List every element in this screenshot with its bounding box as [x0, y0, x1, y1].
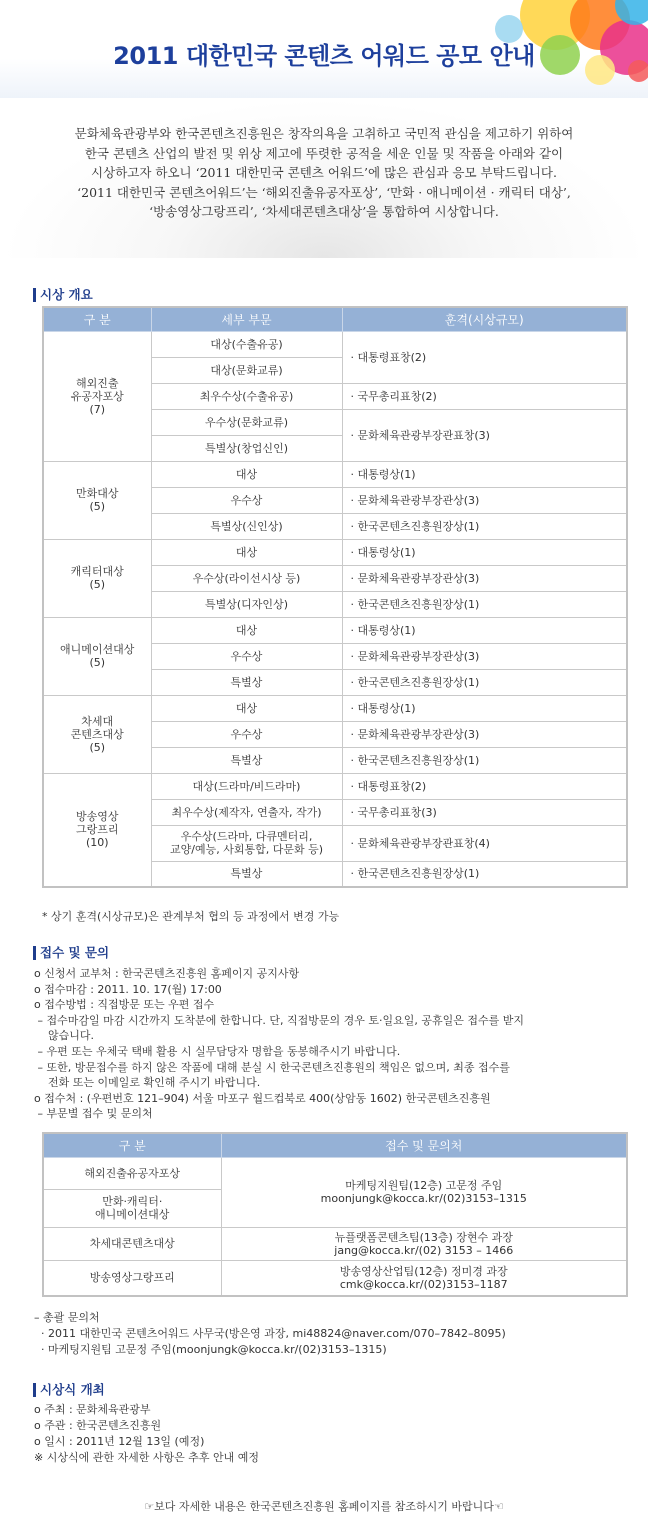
general-contact-line: · 마케팅지원팀 고문정 주임(moonjungk@kocca.kr/(02)3153–1315) — [34, 1343, 387, 1356]
award-cell: · 대통령상(1) — [342, 617, 627, 643]
award-cell: · 국무총리표창(2) — [342, 383, 627, 409]
section-heading-reception: 접수 및 문의 — [33, 946, 109, 960]
category-cell: 차세대 콘텐츠대상 (5) — [43, 695, 151, 773]
reception-line: – 또한, 방문접수를 하지 않은 작품에 대해 분실 시 한국콘텐츠진흥원의 책임은 없으며, 최종 접수를 — [34, 1060, 510, 1074]
page-title: 2011 대한민국 콘텐츠 어워드 공모 안내 — [113, 42, 535, 70]
award-cell: · 대통령상(1) — [342, 539, 627, 565]
table-row — [43, 773, 627, 799]
header-banner — [0, 0, 648, 98]
contact-category-cell: 만화·캐릭터· 애니메이션대상 — [43, 1189, 221, 1227]
award-cell: · 문화체육관광부장관상(3) — [342, 487, 627, 513]
award-cell: · 문화체육관광부장관표창(3) — [342, 409, 627, 461]
contact-category-cell: 차세대콘텐츠대상 — [43, 1227, 221, 1260]
sub-category-cell: 특별상(디자인상) — [151, 591, 342, 617]
sub-category-cell: 대상 — [151, 695, 342, 721]
reception-line: o 신청서 교부처 : 한국콘텐츠진흥원 홈페이지 공지사항 — [34, 967, 300, 980]
sub-category-cell: 특별상 — [151, 861, 342, 887]
reception-line: o 접수마감 : 2011. 10. 17(월) 17:00 — [34, 982, 222, 996]
category-cell: 해외진출 유공자포상 (7) — [43, 331, 151, 461]
contact-category-cell: 해외진출유공자포상 — [43, 1157, 221, 1189]
reception-line: 않습니다. — [34, 1029, 94, 1043]
reception-details — [34, 966, 524, 1122]
ceremony-line: ※ 시상식에 관한 자세한 사항은 추후 안내 예정 — [34, 1451, 259, 1464]
reception-line: o 접수처 : (우편번호 121–904) 서울 마포구 월드컵북로 400(상암동 1602) 한국콘텐츠진흥원 — [34, 1091, 491, 1105]
table-row — [43, 1260, 627, 1296]
award-cell: · 문화체육관광부장관상(3) — [342, 643, 627, 669]
general-contact-list — [34, 1326, 506, 1358]
footer-notice: ☞보다 자세한 내용은 한국콘텐츠진흥원 홈페이지를 참조하시기 바랍니다☜ — [144, 1500, 504, 1513]
sub-category-cell: 특별상 — [151, 747, 342, 773]
sub-category-cell: 우수상(문화교류) — [151, 409, 342, 435]
reception-line: – 우편 또는 우체국 택배 활용 시 실무담당자 명함을 동봉해주시기 바랍니다. — [34, 1044, 401, 1058]
award-cell: · 한국콘텐츠진흥원장상(1) — [342, 669, 627, 695]
award-cell: · 대통령표창(2) — [342, 331, 627, 383]
sub-category-cell: 대상(수출유공) — [151, 331, 342, 357]
sub-category-cell: 특별상(창업신인) — [151, 435, 342, 461]
sub-category-cell: 대상(문화교류) — [151, 357, 342, 383]
sub-category-cell: 대상 — [151, 539, 342, 565]
award-cell: · 한국콘텐츠진흥원장상(1) — [342, 513, 627, 539]
category-cell: 캐릭터대상 (5) — [43, 539, 151, 617]
column-header: 접수 및 문의처 — [221, 1133, 627, 1157]
sub-category-cell: 우수상 — [151, 643, 342, 669]
sub-category-cell: 특별상(신인상) — [151, 513, 342, 539]
sub-category-cell: 최우수상(제작자, 연출자, 작가) — [151, 799, 342, 825]
contact-info-cell: 뉴플랫폼콘텐츠팀(13층) 장현수 과장 jang@kocca.kr/(02) 3153 – 1466 — [221, 1227, 627, 1260]
intro-line: 시상하고자 하오니 ‘2011 대한민국 콘텐츠 어워드’에 많은 관심과 응모 부탁드립니다. — [91, 165, 557, 181]
ceremony-line: o 일시 : 2011년 12월 13일 (예정) — [34, 1435, 205, 1448]
ceremony-details — [34, 1402, 259, 1466]
sub-category-cell: 대상 — [151, 461, 342, 487]
contact-table — [42, 1132, 628, 1297]
table-row — [43, 461, 627, 487]
intro-line: ‘방송영상그랑프리’, ‘차세대콘텐츠대상’을 통합하여 시상합니다. — [149, 204, 499, 220]
sub-category-cell: 우수상(드라마, 다큐멘터리, 교양/예능, 사회통합, 다문화 등) — [151, 825, 342, 861]
intro-line: ‘2011 대한민국 콘텐츠어워드’는 ‘해외진출유공자포상’, ‘만화 · 애니메이션 · 캐릭터 대상’, — [77, 184, 571, 200]
contact-info-cell: 마케팅지원팀(12층) 고문정 주임 moonjungk@kocca.kr/(02)3153–1315 — [221, 1157, 627, 1227]
award-cell: · 대통령상(1) — [342, 461, 627, 487]
sub-category-cell: 특별상 — [151, 669, 342, 695]
category-cell: 애니메이션대상 (5) — [43, 617, 151, 695]
section-heading-overview: 시상 개요 — [33, 288, 93, 302]
award-cell: · 한국콘텐츠진흥원장상(1) — [342, 747, 627, 773]
sub-category-cell: 대상(드라마/비드라마) — [151, 773, 342, 799]
award-cell: · 대통령상(1) — [342, 695, 627, 721]
award-cell: · 문화체육관광부장관상(3) — [342, 565, 627, 591]
column-header: 구 분 — [43, 307, 151, 331]
reception-line: – 부문별 접수 및 문의처 — [34, 1107, 153, 1121]
table-row — [43, 617, 627, 643]
award-cell: · 국무총리표창(3) — [342, 799, 627, 825]
table-row — [43, 331, 627, 357]
general-contact-line: · 2011 대한민국 콘텐츠어워드 사무국(방은영 과장, mi48824@naver.com/070–7842–8095) — [34, 1327, 506, 1340]
category-cell: 방송영상 그랑프리 (10) — [43, 773, 151, 887]
table-row — [43, 1157, 627, 1189]
reception-line: 전화 또는 이메일로 확인해 주시기 바랍니다. — [34, 1076, 261, 1090]
sub-category-cell: 우수상(라이선시상 등) — [151, 565, 342, 591]
column-header: 구 분 — [43, 1133, 221, 1157]
sub-category-cell: 대상 — [151, 617, 342, 643]
intro-text — [0, 124, 648, 222]
intro-line: 문화체육관광부와 한국콘텐츠진흥원은 창작의욕을 고취하고 국민적 관심을 제고하기 위하여 — [74, 126, 574, 141]
reception-line: – 접수마감일 마감 시간까지 도착분에 한합니다. 단, 직접방문의 경우 토·일요일, 공휴일은 접수를 받지 — [34, 1013, 524, 1027]
sub-category-cell: 최우수상(수출유공) — [151, 383, 342, 409]
sub-category-cell: 우수상 — [151, 487, 342, 513]
table-row — [43, 1227, 627, 1260]
contact-info-cell: 방송영상산업팀(12층) 정미경 과장 cmk@kocca.kr/(02)3153–1187 — [221, 1260, 627, 1296]
contact-category-cell: 방송영상그랑프리 — [43, 1260, 221, 1296]
ceremony-line: o 주관 : 한국콘텐츠진흥원 — [34, 1419, 162, 1432]
award-cell: · 한국콘텐츠진흥원장상(1) — [342, 861, 627, 887]
reception-line: o 접수방법 : 직접방문 또는 우편 접수 — [34, 998, 215, 1012]
column-header: 훈격(시상규모) — [342, 307, 627, 331]
table-row — [43, 695, 627, 721]
award-cell: · 대통령표창(2) — [342, 773, 627, 799]
general-contact-heading: – 총괄 문의처 — [34, 1311, 100, 1324]
category-cell: 만화대상 (5) — [43, 461, 151, 539]
intro-line: 한국 콘텐츠 산업의 발전 및 위상 제고에 뚜렷한 공적을 세운 인물 및 작품을 아래와 같이 — [84, 145, 564, 161]
ceremony-line: o 주최 : 문화체육관광부 — [34, 1403, 151, 1416]
section-heading-ceremony: 시상식 개최 — [33, 1383, 105, 1397]
column-header: 세부 부문 — [151, 307, 342, 331]
table-row — [43, 539, 627, 565]
sub-category-cell: 우수상 — [151, 721, 342, 747]
award-cell: · 문화체육관광부장관상(3) — [342, 721, 627, 747]
award-overview-table — [42, 306, 628, 888]
overview-note: * 상기 훈격(시상규모)은 관계부처 협의 등 과정에서 변경 가능 — [42, 910, 340, 923]
award-cell: · 한국콘텐츠진흥원장상(1) — [342, 591, 627, 617]
award-cell: · 문화체육관광부장관표창(4) — [342, 825, 627, 861]
